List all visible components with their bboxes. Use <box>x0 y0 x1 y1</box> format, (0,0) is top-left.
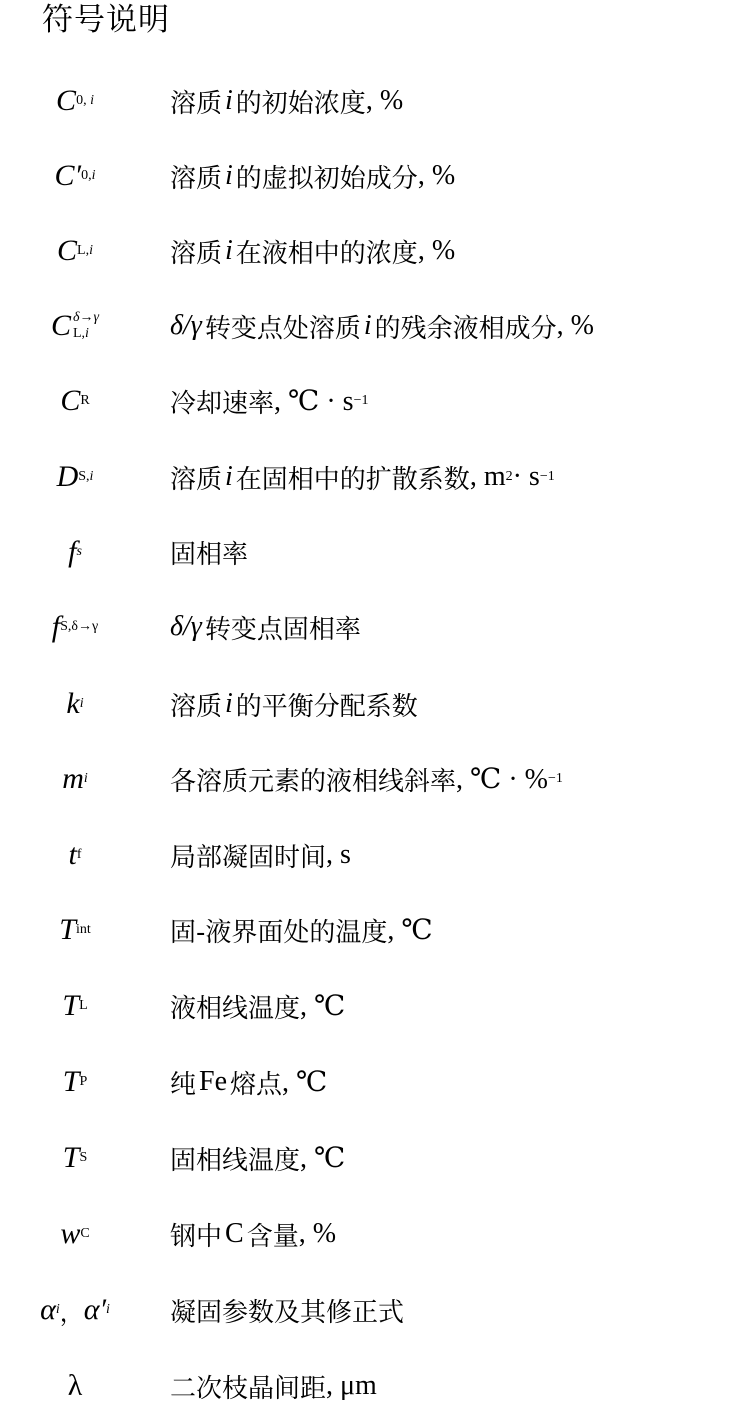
symbol: C L,i <box>57 234 93 267</box>
symbol-description: 溶质 i 的虚拟初始成分 , % <box>170 160 456 194</box>
symbol-description: 固相线温度 , ℃ <box>170 1143 346 1176</box>
symbol-row <box>0 77 743 125</box>
symbol: C′ 0,i <box>54 159 96 192</box>
symbol: t f <box>68 838 82 871</box>
symbol-row <box>0 906 743 954</box>
symbol-row <box>0 152 743 200</box>
symbol: T S <box>62 1141 88 1174</box>
symbol-row <box>0 227 743 275</box>
symbol-row <box>0 528 743 576</box>
symbol-description: 溶质 i 的初始浓度 , % <box>170 85 404 119</box>
symbol-description: 固相率 <box>170 539 249 570</box>
symbol-description: 二次枝晶间距 , μm <box>170 1370 377 1404</box>
symbol: f S,δ→γ <box>51 610 99 643</box>
symbol: D S,i <box>56 460 94 493</box>
symbol-description: δ/γ 转变点固相率 <box>170 611 361 645</box>
symbol: T int <box>59 913 91 946</box>
symbol-row <box>0 755 743 803</box>
symbol-description: 液相线温度 , ℃ <box>170 991 346 1024</box>
symbol: m i <box>62 762 88 795</box>
symbol: α i ， α′ i <box>40 1293 110 1327</box>
symbol: C 0, i <box>56 84 94 117</box>
symbol: w C <box>60 1217 90 1250</box>
symbol-row <box>0 302 743 350</box>
symbol: T L <box>62 989 88 1022</box>
symbol-row <box>0 1362 743 1410</box>
symbol: C R <box>60 384 90 417</box>
symbol-row <box>0 982 743 1030</box>
symbol-row <box>0 377 743 425</box>
page-title: 符号说明 <box>42 2 170 38</box>
symbol-row <box>0 831 743 879</box>
symbol-row <box>0 1286 743 1334</box>
symbol-description: δ/γ 转变点处溶质 i 的残余液相成分 , % <box>170 310 594 344</box>
symbol: T P <box>62 1065 88 1098</box>
symbol-description: 凝固参数及其修正式 <box>170 1297 405 1328</box>
symbol-row <box>0 1134 743 1182</box>
symbol-description: 局部凝固时间 , s <box>170 839 351 873</box>
symbol-description: 钢中 C 含量 , % <box>170 1218 337 1252</box>
symbol: C δ→γ L,i <box>50 309 100 342</box>
symbol-description: 固-液界面处的温度 , ℃ <box>170 915 433 948</box>
symbol-description: 溶质 i 的平衡分配系数 <box>170 688 418 722</box>
symbol: λ <box>67 1369 83 1402</box>
symbol-description: 溶质 i 在固相中的扩散系数 , m 2 · s −1 <box>170 461 555 495</box>
symbol-row <box>0 680 743 728</box>
symbol: f s <box>68 535 82 568</box>
symbol-row <box>0 603 743 651</box>
symbol: k i <box>66 687 84 720</box>
symbol-row <box>0 1058 743 1106</box>
symbol-row <box>0 1210 743 1258</box>
symbol-row <box>0 453 743 501</box>
symbol-description: 纯 Fe 熔点 , ℃ <box>170 1066 328 1100</box>
symbol-description: 冷却速率 , ℃ · s −1 <box>170 386 369 419</box>
symbol-description: 各溶质元素的液相线斜率 , ℃ · % −1 <box>170 764 563 797</box>
symbol-description: 溶质 i 在液相中的浓度 , % <box>170 235 456 269</box>
